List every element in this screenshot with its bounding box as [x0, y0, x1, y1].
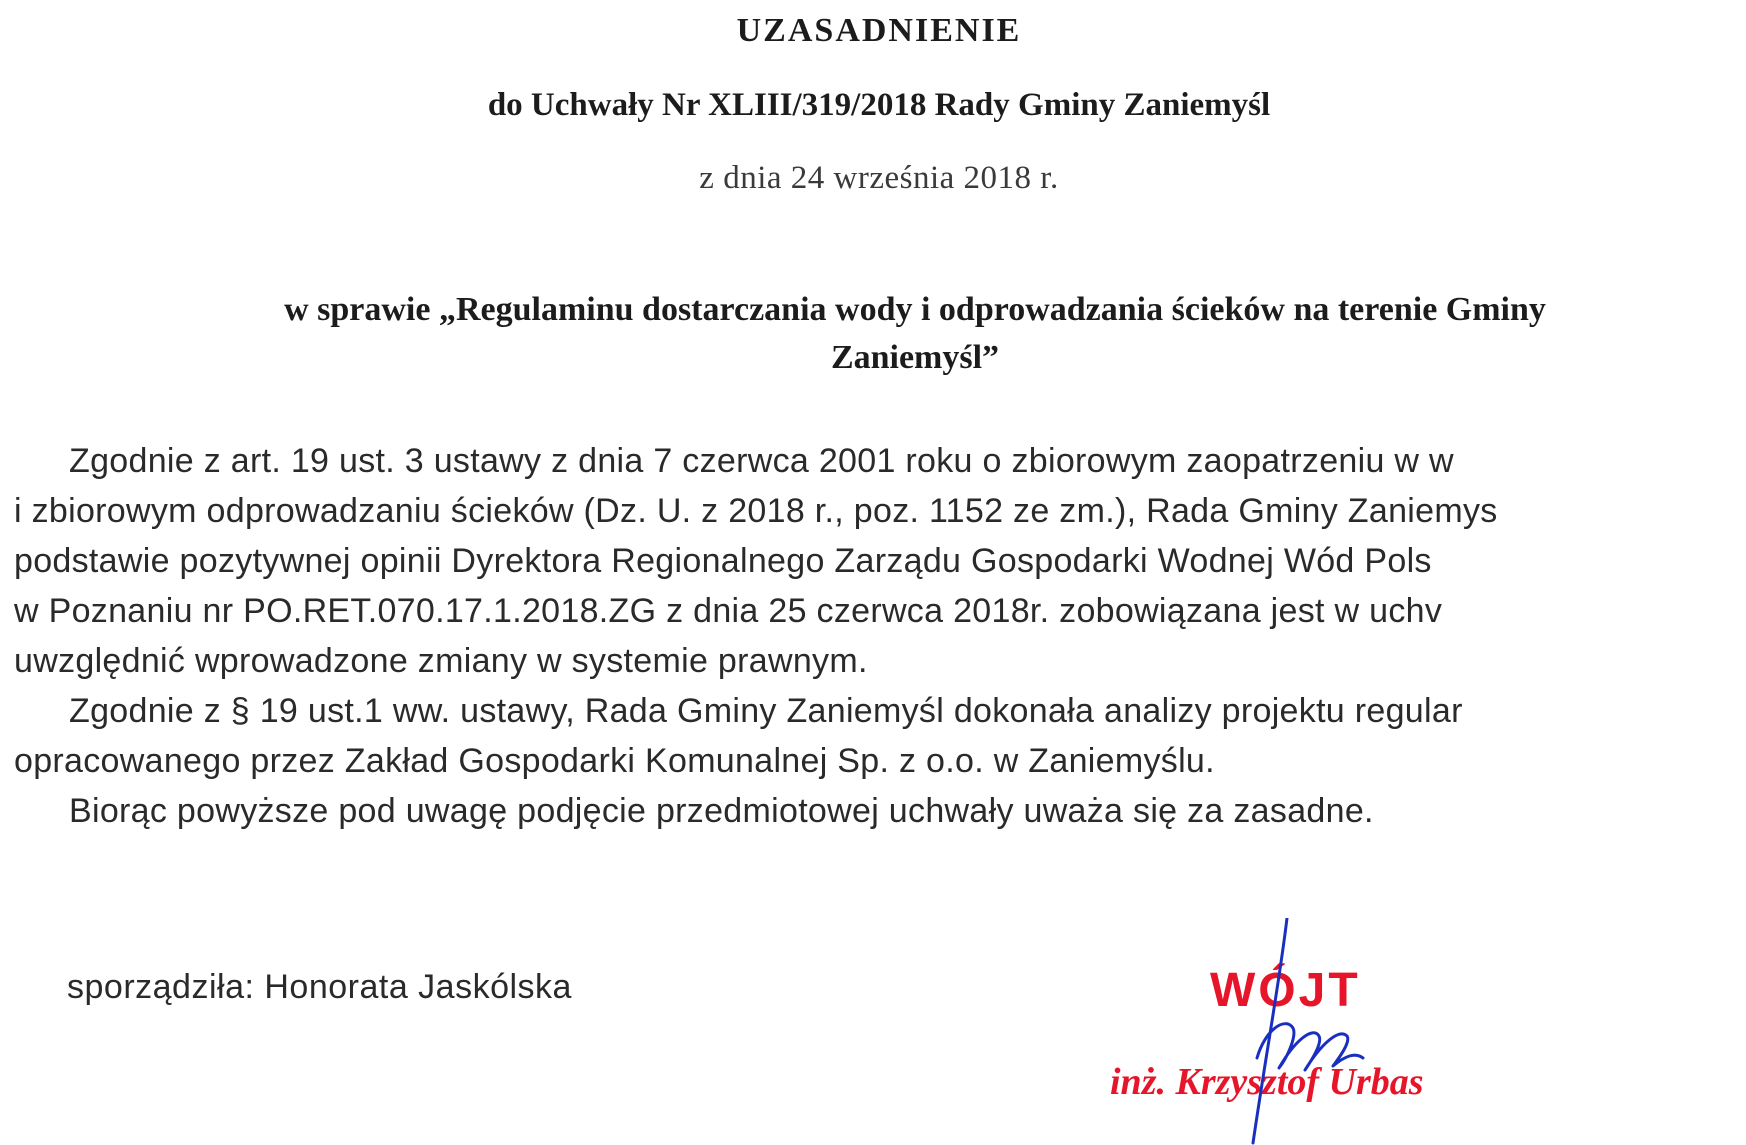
document-date: z dnia 24 września 2018 r. [699, 160, 1059, 196]
body-line: opracowanego przez Zakład Gospodarki Komunalnej Sp. z o.o. w Zaniemyślu. [14, 742, 1215, 780]
body-line: Zgodnie z art. 19 ust. 3 ustawy z dnia 7 czerwca 2001 roku o zbiorowym zaopatrzeniu w w [69, 442, 1454, 480]
body-line: Biorąc powyższe pod uwagę podjęcie przedmiotowej uchwały uważa się za zasadne. [69, 792, 1374, 830]
handwritten-signature [1235, 918, 1395, 1145]
stamp-title: WÓJT [1210, 964, 1361, 1017]
body-line: podstawie pozytywnej opinii Dyrektora Regionalnego Zarządu Gospodarki Wodnej Wód Pols [14, 542, 1432, 580]
body-line: w Poznaniu nr PO.RET.070.17.1.2018.ZG z dnia 25 czerwca 2018r. zobowiązana jest w uchv [14, 592, 1443, 630]
body-line: uwzględnić wprowadzone zmiany w systemie prawnym. [14, 642, 868, 680]
document-body [14, 436, 1498, 836]
prepared-by: sporządziła: Honorata Jaskólska [67, 968, 572, 1006]
document-title: UZASADNIENIE [736, 12, 1022, 49]
subject-line: w sprawie „Regulaminu dostarczania wody i odprowadzania ścieków na terenie Gminy [284, 291, 1546, 328]
body-line: Zgodnie z § 19 ust.1 ww. ustawy, Rada Gminy Zaniemyśl dokonała analizy projektu regular [69, 692, 1463, 730]
subject-line: Zaniemyśl” [830, 339, 1000, 376]
document-subtitle: do Uchwały Nr XLIII/319/2018 Rady Gminy Zaniemyśl [487, 87, 1271, 123]
document-subject [80, 286, 1746, 382]
body-line: i zbiorowym odprowadzaniu ścieków (Dz. U. z 2018 r., poz. 1152 ze zm.), Rada Gminy Zaniemys [14, 492, 1498, 530]
stamp-name: inż. Krzysztof Urbas [1110, 1061, 1424, 1103]
